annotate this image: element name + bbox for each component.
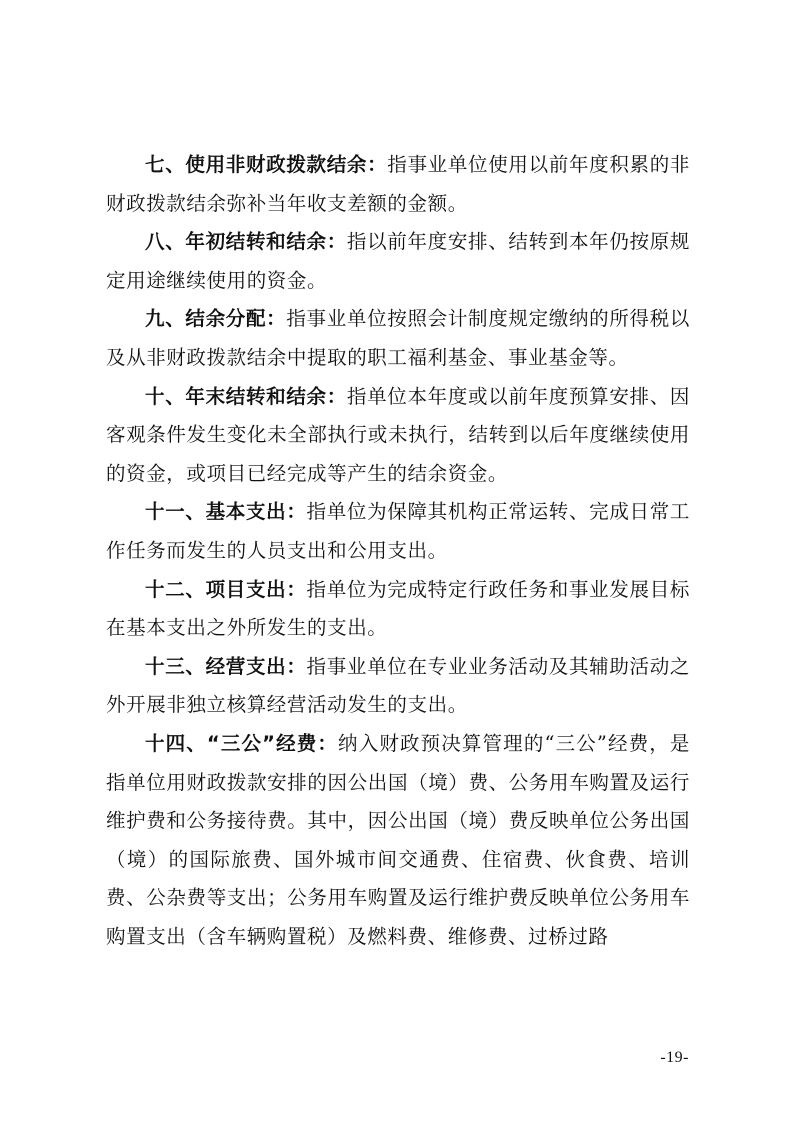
term-heading: 九、结余分配： bbox=[145, 307, 287, 331]
term-heading: 七、使用非财政拨款结余： bbox=[145, 153, 388, 176]
paragraph-project-expenditure bbox=[106, 571, 690, 648]
term-heading: 十二、项目支出： bbox=[145, 577, 307, 601]
paragraph-unused-nonfiscal-surplus bbox=[106, 146, 690, 223]
term-definition: 指事业单位在专业业务活动及其辅助活动之外开展非独立核算经营活动发生的支出。 bbox=[106, 654, 690, 717]
paragraph-basic-expenditure bbox=[106, 493, 690, 570]
page-number: -19- bbox=[660, 1049, 689, 1066]
paragraph-operating-expenditure bbox=[106, 648, 690, 725]
term-definition: 指单位为完成特定行政任务和事业发展目标在基本支出之外所发生的支出。 bbox=[106, 577, 690, 640]
term-heading: 八、年初结转和结余： bbox=[145, 230, 347, 254]
document-body bbox=[106, 146, 690, 956]
term-definition: 纳入财政预决算管理的“三公”经费，是指单位用财政拨款安排的因公出国（境）费、公务用车购置及运行维护费和公务接待费。其中，因公出国（境）费反映单位公务出国（境）的国际旅费、国外城市间交通费、住宿费、伙食费、培训费、公杂费等支出；公务用车购置及运行维护费反映单位公务用车购置支出（含车辆购置税）及燃料费、维修费、过桥过路 bbox=[106, 731, 690, 948]
term-definition: 指事业单位按照会计制度规定缴纳的所得税以及从非财政拨款结余中提取的职工福利基金、事业基金等。 bbox=[106, 307, 690, 369]
term-heading: 十一、基本支出： bbox=[145, 500, 307, 524]
paragraph-closing-carryover bbox=[106, 378, 690, 494]
term-heading: 十三、经营支出： bbox=[145, 654, 307, 678]
term-definition: 指单位为保障其机构正常运转、完成日常工作任务而发生的人员支出和公用支出。 bbox=[106, 500, 690, 562]
term-definition: 指事业单位使用以前年度积累的非财政拨款结余弥补当年收支差额的金额。 bbox=[106, 153, 690, 215]
term-heading: 十四、“三公”经费： bbox=[145, 731, 339, 755]
paragraph-opening-carryover bbox=[106, 223, 690, 300]
term-definition: 指以前年度安排、结转到本年仍按原规定用途继续使用的资金。 bbox=[106, 230, 690, 292]
term-definition: 指单位本年度或以前年度预算安排、因客观条件发生变化未全部执行或未执行，结转到以后年度继续使用的资金，或项目已经完成等产生的结余资金。 bbox=[106, 384, 690, 485]
term-heading: 十、年末结转和结余： bbox=[145, 384, 347, 408]
paragraph-surplus-distribution bbox=[106, 300, 690, 377]
paragraph-three-public-expenses bbox=[106, 725, 690, 957]
